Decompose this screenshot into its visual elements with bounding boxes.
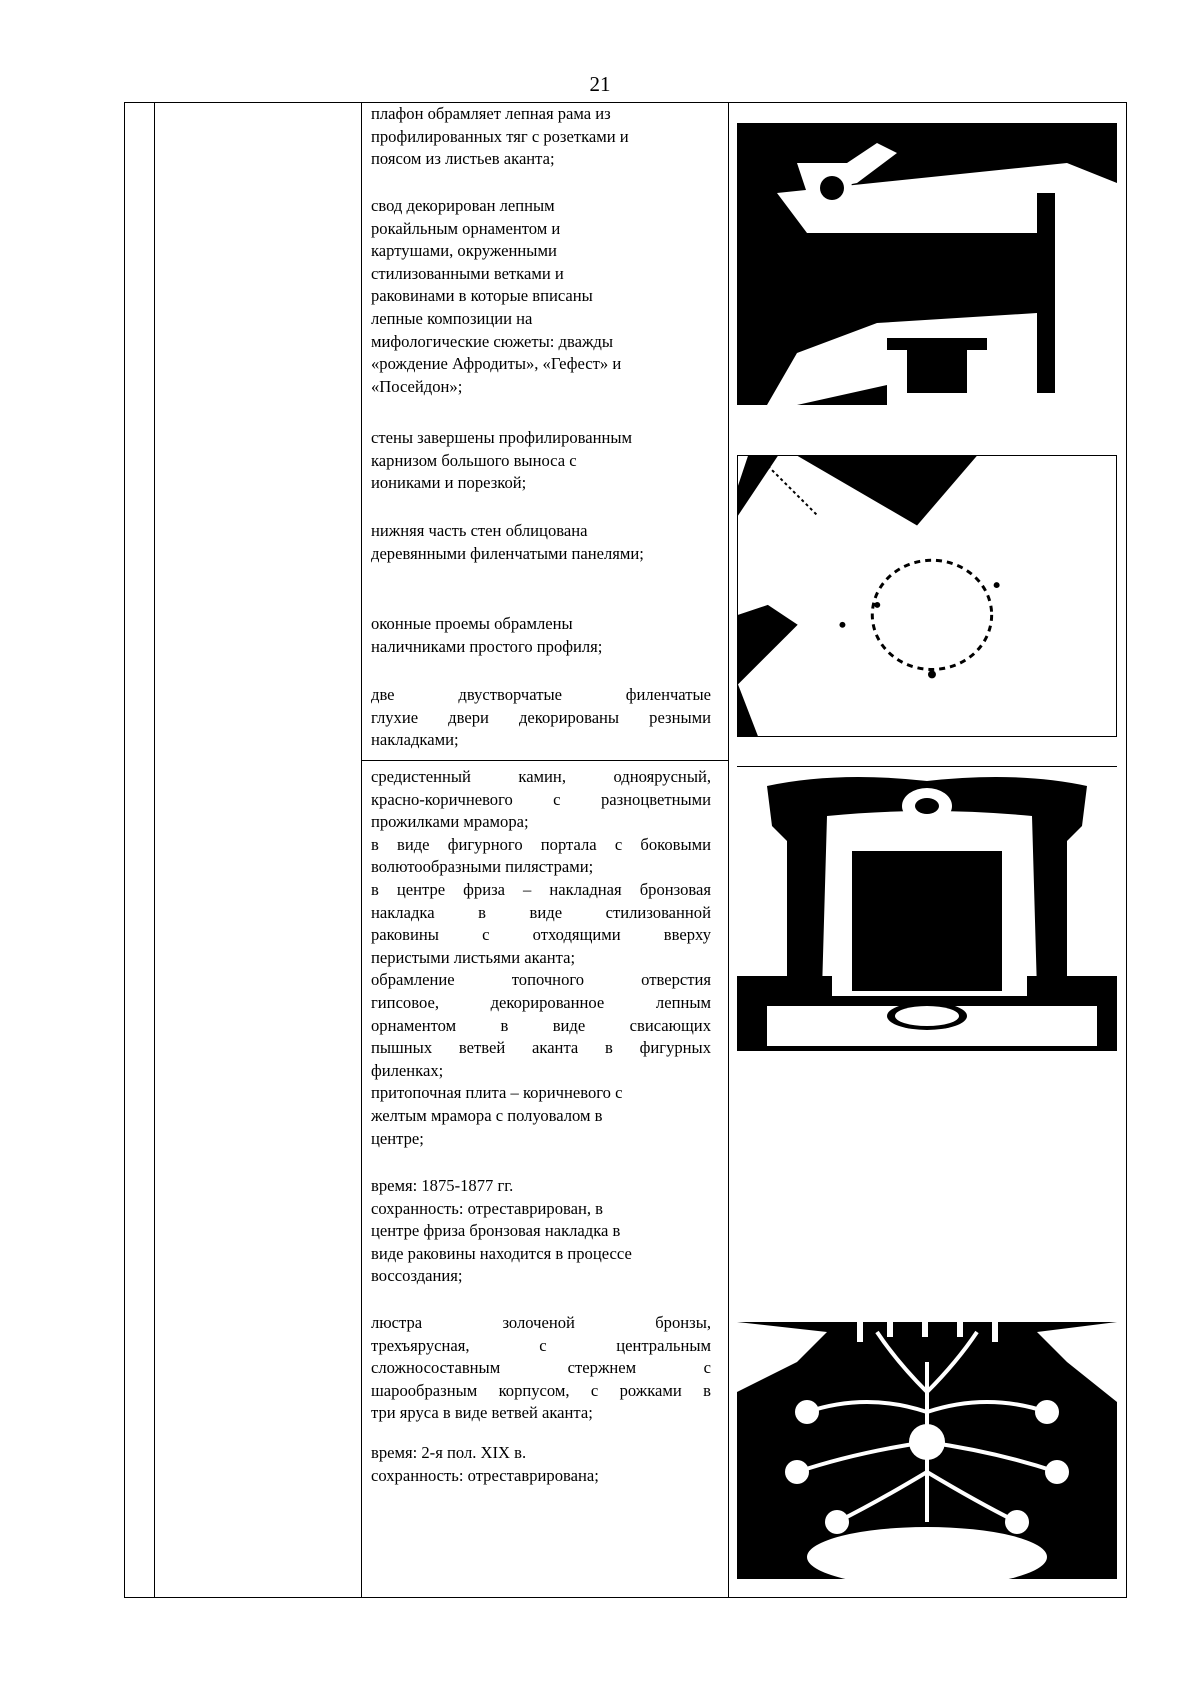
ceiling-vault-photo xyxy=(737,123,1117,405)
text-line: сложносоставным стержнем с xyxy=(371,1358,711,1378)
walls-description xyxy=(371,427,711,495)
text-line: оконные проемы обрамлены xyxy=(371,614,573,633)
column-divider xyxy=(154,103,155,1597)
chandelier-info xyxy=(371,1442,711,1487)
text-line: люстра золоченой бронзы, xyxy=(371,1313,711,1332)
text-line: картушами, окруженными xyxy=(371,241,557,261)
text-line: перистыми листьями аканта; xyxy=(371,947,576,967)
page-number: 21 xyxy=(589,72,611,96)
chandelier-description xyxy=(371,1312,711,1425)
text-line: накладка в виде стилизованной xyxy=(371,902,711,922)
text-line: деревянными филенчатыми панелями; xyxy=(371,543,644,563)
text-line: стены завершены профилированным xyxy=(371,428,633,447)
chandelier-image xyxy=(737,1292,1117,1579)
text-line: желтым мрамора с полуовалом в xyxy=(371,1105,603,1125)
text-line: раковины с отходящими вверху xyxy=(371,925,711,945)
text-line: профилированных тяг с розетками и xyxy=(371,126,629,146)
windows-description xyxy=(371,613,711,658)
fireplace-description xyxy=(371,766,711,1150)
text-line: две двустворчатые филенчатые xyxy=(371,685,711,704)
text-line: «Посейдон»; xyxy=(371,376,463,396)
chandelier-photo xyxy=(737,1292,1117,1579)
text-line: время: 2-я пол. XIX в. xyxy=(371,1443,527,1462)
text-line: лепные композиции на xyxy=(371,308,533,328)
text-line: в центре фриза – накладная бронзовая xyxy=(371,879,711,899)
text-line: иониками и порезкой; xyxy=(371,473,527,493)
text-line: сохранность: отреставрирована; xyxy=(371,1465,599,1485)
fireplace-image xyxy=(737,766,1117,1051)
fireplace-info xyxy=(371,1175,711,1288)
text-line: рокайльным орнаментом и xyxy=(371,218,561,238)
text-line: глухие двери декорированы резными xyxy=(371,707,711,727)
column-divider xyxy=(728,103,729,1597)
row-separator xyxy=(361,760,728,761)
text-line: шарообразным корпусом, с рожками в xyxy=(371,1380,711,1400)
text-line: виде раковины находится в процессе xyxy=(371,1243,632,1263)
ceiling-vault-image xyxy=(737,123,1117,405)
text-line: красно-коричневого с разноцветными xyxy=(371,789,711,809)
text-line: филенках; xyxy=(371,1060,444,1080)
plafon-description xyxy=(371,103,711,171)
text-line: плафон обрамляет лепная рама из xyxy=(371,104,611,123)
text-line: гипсовое, декорированное лепным xyxy=(371,992,711,1012)
column-divider xyxy=(361,103,362,1597)
text-line: центре фриза бронзовая накладка в xyxy=(371,1221,621,1241)
text-line: наличниками простого профиля; xyxy=(371,636,603,656)
text-line: поясом из листьев аканта; xyxy=(371,149,555,169)
text-line: мифологические сюжеты: дважды xyxy=(371,331,614,351)
text-line: центре; xyxy=(371,1128,424,1148)
text-line: пышных ветвей аканта в фигурных xyxy=(371,1038,711,1058)
text-line: карнизом большого выноса с xyxy=(371,450,577,470)
text-line: стилизованными ветками и xyxy=(371,263,564,283)
text-line: воссоздания; xyxy=(371,1266,463,1286)
text-line: сохранность: отреставрирован, в xyxy=(371,1198,604,1218)
text-line: трехъярусная, с центральным xyxy=(371,1335,711,1355)
text-line: «рождение Афродиты», «Гефест» и xyxy=(371,354,622,374)
text-line: раковинами в которые вписаны xyxy=(371,286,593,306)
vault-description xyxy=(371,195,711,398)
text-line: прожилками мрамора; xyxy=(371,812,529,832)
text-line: время: 1875-1877 гг. xyxy=(371,1176,514,1195)
text-line: свод декорирован лепным xyxy=(371,196,555,215)
text-line: накладками; xyxy=(371,730,459,750)
ceiling-rosette-photo xyxy=(737,455,1117,737)
text-line: три яруса в виде ветвей аканта; xyxy=(371,1403,593,1423)
text-line: в виде фигурного портала с боковыми xyxy=(371,834,711,854)
text-line: волютообразными пилястрами; xyxy=(371,857,594,877)
panels-description xyxy=(371,520,711,565)
text-line: нижняя часть стен облицована xyxy=(371,521,588,540)
text-line: обрамление топочного отверстия xyxy=(371,970,711,990)
fireplace-photo xyxy=(737,766,1117,1051)
text-line: орнаментом в виде свисающих xyxy=(371,1015,711,1035)
text-line: средистенный камин, одноярусный, xyxy=(371,767,711,786)
text-line: притопочная плита – коричневого с xyxy=(371,1083,623,1103)
doors-description xyxy=(371,684,711,752)
ceiling-rosette-image xyxy=(738,456,1116,736)
